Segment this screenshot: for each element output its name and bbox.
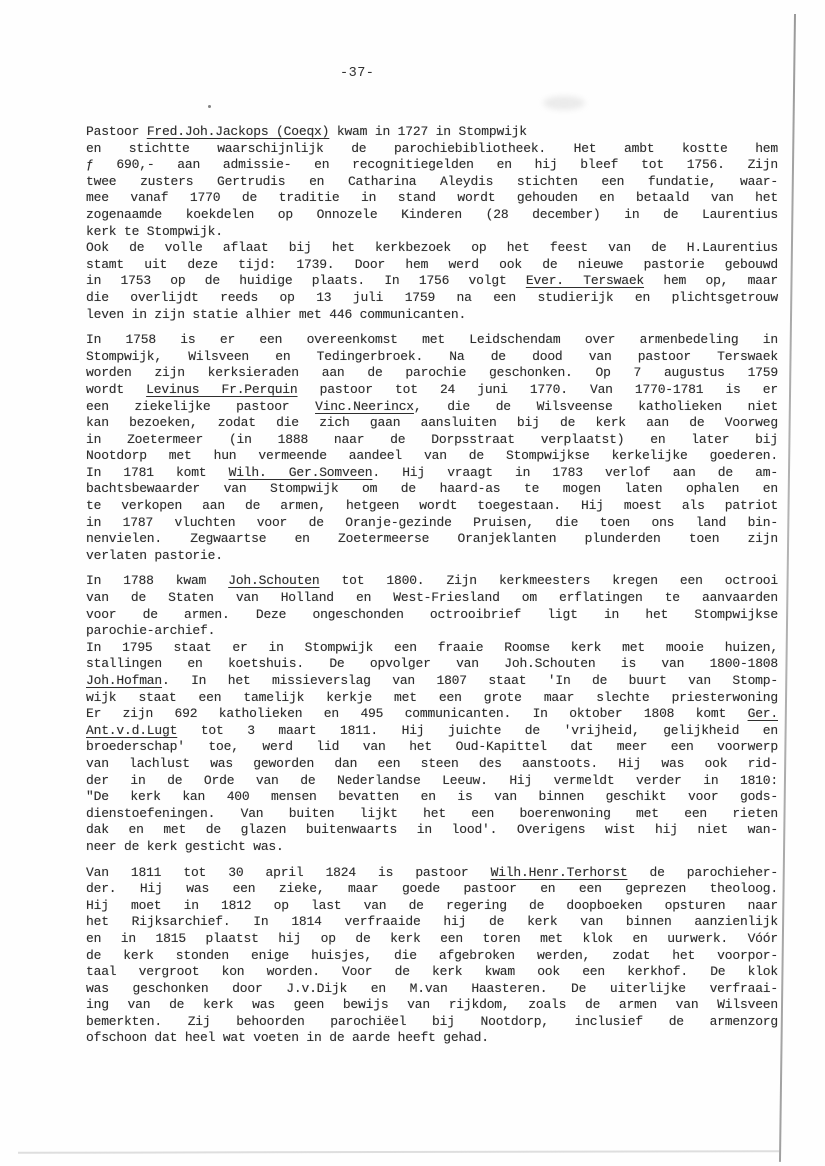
text-line: Er zijn 692 katholieken en 495 communicanten. In oktober 1808 komt Ger.	[86, 706, 778, 722]
page-edge-line	[779, 14, 796, 1162]
text-line: bachtsbewaarder van Stompwijk om de haard-as te mogen laten ophalen en	[86, 481, 778, 497]
text-line: in Zoetermeer (in 1888 naar de Dorpsstraat verplaatst) en later bij	[86, 431, 778, 447]
paragraph	[86, 332, 778, 564]
text-line: verlaten pastorie.	[86, 547, 223, 563]
page-number: -37-	[340, 66, 375, 81]
underlined-name: Joh.Hofman	[86, 673, 163, 688]
text-line: neer de kerk gesticht was.	[86, 838, 284, 854]
text-line: parochie-archief.	[86, 623, 216, 639]
text-line: In 1758 is er een overeenkomst met Leidschendam over armenbedeling in	[86, 332, 778, 348]
document-text	[86, 124, 778, 1056]
text-line: Joh.Hofman. In het missieverslag van 1807 staat 'In de buurt van Stomp-	[86, 673, 778, 688]
text-line: worden zijn kerksieraden aan de parochie geschonken. Op 7 augustus 1759	[86, 365, 778, 381]
text-line: een ziekelijke pastoor Vinc.Neerincx, die de Wilsveense katholieken niet	[86, 398, 778, 414]
underlined-name: Joh.Schouten	[228, 573, 320, 589]
text-line: Ook de volle aflaat bij het kerkbezoek op het feest van de H.Laurentius	[86, 240, 778, 256]
text-line: van de Staten van Holland en West-Friesland om erflatingen te aanvaarden	[86, 590, 778, 606]
underlined-name: Levinus Fr.Perquin	[146, 381, 298, 397]
underlined-name: Ger.	[747, 706, 778, 722]
text-line: twee zusters Gertrudis en Catharina Aleydis stichten een fundatie, waar-	[86, 173, 778, 189]
text-line: de kerk stonden enige huisjes, die afgebroken werden, zodat het voorpor-	[86, 947, 778, 963]
text-line: en in 1815 plaatst hij op de kerk een toren met klok en uurwerk. Vóór	[86, 930, 778, 946]
text-line: In 1788 kwam Joh.Schouten tot 1800. Zijn kerkmeesters kregen een octrooi	[86, 573, 778, 589]
text-line: te verkopen aan de armen, hetgeen wordt toegestaan. Hij moest als patriot	[86, 498, 778, 514]
text-line: stamt uit deze tijd: 1739. Door hem werd ook de nieuwe pastorie gebouwd	[86, 256, 778, 272]
page-bottom-shadow	[18, 1150, 780, 1153]
text-line: der. Hij was een zieke, maar goede pastoor en een geprezen theoloog.	[86, 881, 778, 897]
underlined-name: Ant.v.d.Lugt	[86, 722, 178, 738]
text-line: kan bezoeken, zodat die zich gaan aansluiten bij de kerk aan de Voorweg	[86, 415, 778, 431]
text-line: der in de Orde van de Nederlandse Leeuw. Hij vermeldt verder in 1810:	[86, 772, 778, 788]
text-line: was geschonken door J.v.Dijk en M.van Haasteren. De uiterlijke verfraai-	[86, 980, 778, 996]
text-line: ofschoon dat heel wat voeten in de aarde heeft gehad.	[86, 1030, 489, 1046]
text-line: Stompwijk, Wilsveen en Tedingerbroek. Na de dood van pastoor Terswaek	[86, 348, 778, 364]
text-line: en stichtte waarschijnlijk de parochiebibliotheek. Het ambt kostte hem	[86, 140, 778, 156]
text-line: nenvielen. Zegwaartse en Zoetermeerse Oranjeklanten plunderden toen zijn	[86, 531, 778, 547]
text-line: mee vanaf 1770 de traditie in stand wordt gehouden en betaald van het	[86, 190, 778, 206]
text-line: ing van de kerk was geen bewijs van rijkdom, zoals de armen van Wilsveen	[86, 997, 778, 1013]
text-line: Van 1811 tot 30 april 1824 is pastoor Wilh.Henr.Terhorst de parochieher-	[86, 864, 778, 880]
text-line: In 1795 staat er in Stompwijk een fraaie Roomse kerk met mooie huizen,	[86, 639, 778, 655]
text-line: het Rijksarchief. In 1814 verfraaide hij de kerk van binnen aanzienlijk	[86, 914, 778, 930]
scan-smudge	[543, 96, 585, 110]
text-line: die overlijdt reeds op 13 juli 1759 na een studierijk en plichtsgetrouw	[86, 289, 778, 305]
text-line: wijk staat een tamelijk kerkje met een grote maar slechte priesterwoning	[86, 689, 778, 705]
paragraph	[86, 124, 778, 323]
text-line: taal vergroot kon worden. Voor de kerk kwam ook een kerkhof. De klok	[86, 964, 778, 980]
underlined-name: Ever. Terswaek	[525, 273, 645, 289]
text-line: voor de armen. Deze ongeschonden octrooibrief ligt in het Stompwijkse	[86, 606, 778, 622]
text-line: van lachlust was geworden dan een steen des aanstoots. Hij was ook rid-	[86, 755, 778, 771]
underlined-name: Wilh.Henr.Terhorst	[490, 864, 628, 880]
scan-speck	[208, 105, 211, 108]
text-line: In 1781 komt Wilh. Ger.Somveen. Hij vraagt in 1783 verlof aan de am-	[86, 464, 778, 480]
text-line: ƒ 690,- aan admissie- en recognitiegelden en hij bleef tot 1756. Zijn	[86, 157, 778, 173]
text-line: zogenaamde koekdelen op Onnozele Kinderen (28 december) in de Laurentius	[86, 206, 778, 222]
text-line: stallingen en koetshuis. De opvolger van Joh.Schouten is van 1800-1808	[86, 656, 778, 672]
text-line: Hij moet in 1812 op last van de regering de doopboeken opsturen naar	[86, 897, 778, 913]
underlined-name: Fred.Joh.Jackops (Coeqx)	[146, 124, 330, 139]
text-line: Pastoor Fred.Joh.Jackops (Coeqx) kwam in 1727 in Stompwijk	[86, 124, 527, 139]
paragraph	[86, 573, 778, 855]
underlined-name: Vinc.Neerincx	[315, 398, 414, 414]
text-line: kerk te Stompwijk.	[86, 223, 223, 239]
text-line: dienstoefeningen. Van buiten lijkt het een boerenwoning met een rieten	[86, 805, 778, 821]
text-line: Nootdorp met hun vermeende aandeel van de Stompwijkse kerkelijke goederen.	[86, 448, 778, 464]
text-line: broederschap' toe, werd lid van het Oud-Kapittel dat meer een voorwerp	[86, 739, 778, 755]
paragraph	[86, 865, 778, 1048]
text-line: wordt Levinus Fr.Perquin pastoor tot 24 juni 1770. Van 1770-1781 is er	[86, 381, 778, 397]
text-line: leven in zijn statie alhier met 446 communicanten.	[86, 306, 467, 322]
text-line: in 1753 op de huidige plaats. In 1756 volgt Ever. Terswaek hem op, maar	[86, 273, 778, 289]
text-line: dak en met de glazen buitenwaarts in lood'. Overigens wist hij niet wan-	[86, 822, 778, 838]
underlined-name: Wilh. Ger.Somveen	[228, 464, 373, 480]
text-line: "De kerk kan 400 mensen bevatten en is van binnen geschikt voor gods-	[86, 789, 778, 805]
text-line: Ant.v.d.Lugt tot 3 maart 1811. Hij juichte de 'vrijheid, gelijkheid en	[86, 722, 778, 738]
text-line: in 1787 vluchten voor de Oranje-gezinde Pruisen, die toen ons land bin-	[86, 514, 778, 530]
text-line: bemerkten. Zij behoorden parochiëel bij Nootdorp, inclusief de armenzorg	[86, 1013, 778, 1029]
